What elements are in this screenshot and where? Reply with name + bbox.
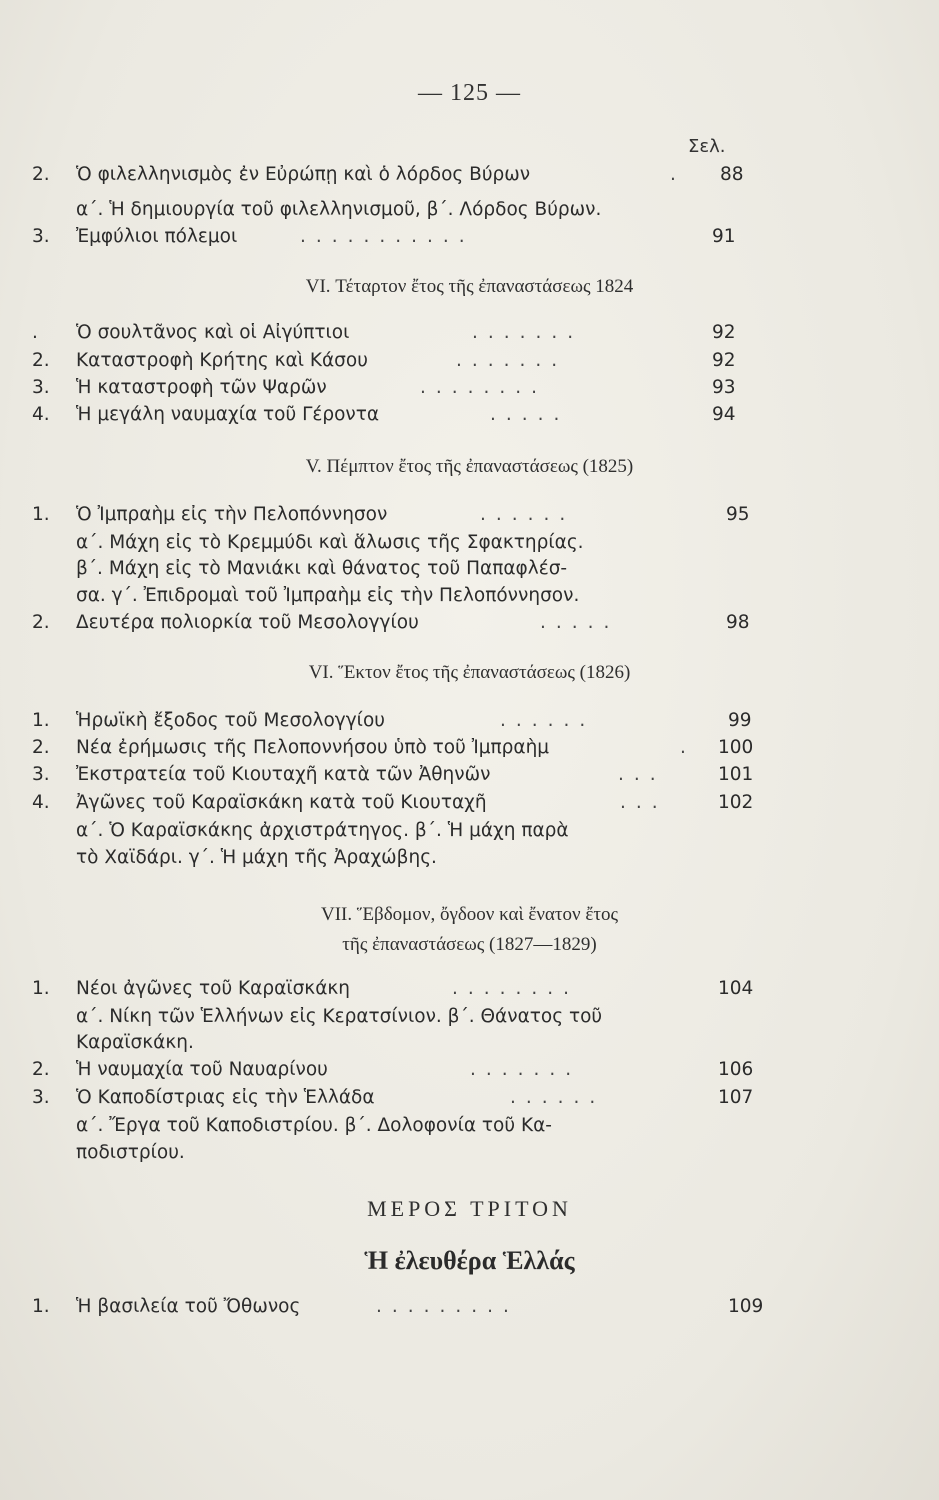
section-heading: VI. Ἕκτον ἔτος τῆς ἐπαναστάσεως (1826) (308, 662, 631, 683)
part-subtitle: Ἡ ἐλευθέρα Ἑλλάς (364, 1246, 575, 1275)
page-number-header: — 125 — (418, 80, 521, 106)
entry-subtitle: α΄. Μάχη εἰς τὸ Κρεμμύδι καὶ ἅλωσις τῆς Σφακτηρίας. (76, 532, 584, 553)
entry-page: 101 (718, 764, 754, 785)
leader-dots: ........... (300, 226, 475, 247)
entry-page: 93 (712, 377, 736, 398)
entry-title: Ἐμφύλιοι πόλεμοι (76, 226, 238, 247)
entry-page: 92 (712, 350, 736, 371)
entry-subtitle: τὸ Χαϊδάρι. γ΄. Ἡ μάχη τῆς Ἀραχώβης. (76, 847, 437, 868)
entry-number: 1. (32, 978, 50, 999)
entry-title: Ὁ φιλελληνισμὸς ἐν Εὐρώπῃ καὶ ὁ λόρδος Βύρων (76, 164, 531, 185)
entry-title: Ὁ σουλτᾶνος καὶ οἱ Αἰγύπτιοι (76, 322, 350, 343)
entry-number: 2. (32, 737, 50, 758)
leader-dots: ....... (472, 322, 584, 343)
entry-number: . (32, 322, 38, 343)
section-heading: VI. Τέταρτον ἔτος τῆς ἐπαναστάσεως 1824 (305, 276, 634, 297)
entry-page: 91 (712, 226, 736, 247)
entry-subtitle: α΄. Νίκη τῶν Ἑλλήνων εἰς Κερατσίνιον. β΄. Θάνατος τοῦ (76, 1006, 603, 1027)
entry-title: Ἡ βασιλεία τοῦ Ὄθωνος (76, 1296, 301, 1317)
entry-page: 92 (712, 322, 736, 343)
entry-title: Ἡρωϊκὴ ἔξοδος τοῦ Μεσολογγίου (76, 710, 385, 731)
entry-number: 1. (32, 710, 50, 731)
page-column-label: Σελ. (688, 136, 726, 157)
entry-number: 1. (32, 504, 50, 525)
section-heading-continued: τῆς ἐπαναστάσεως (1827—1829) (342, 934, 597, 955)
entry-number: 2. (32, 164, 50, 185)
leader-dots: . (680, 737, 696, 758)
leader-dots: ..... (490, 404, 570, 425)
leader-dots: ...... (500, 710, 596, 731)
leader-dots: ....... (470, 1059, 582, 1080)
entry-page: 88 (720, 164, 744, 185)
entry-number: 3. (32, 764, 50, 785)
section-heading: VII. Ἕβδομον, ὄγδοον καὶ ἔνατον ἔτος (320, 904, 618, 925)
leader-dots: ........ (452, 978, 580, 999)
entry-number: 4. (32, 792, 50, 813)
entry-page: 98 (726, 612, 750, 633)
part-title: ΜΕΡΟΣ ΤΡΙΤΟΝ (367, 1196, 572, 1221)
entry-page: 100 (718, 737, 754, 758)
entry-title: Ἡ καταστροφὴ τῶν Ψαρῶν (76, 377, 327, 398)
leader-dots: ...... (480, 504, 576, 525)
entry-page: 107 (718, 1087, 754, 1108)
entry-subtitle: α΄. Ἡ δημιουργία τοῦ φιλελληνισμοῦ, β΄. Λόρδος Βύρων. (76, 199, 602, 220)
leader-dots: ... (618, 764, 666, 785)
entry-subtitle: α΄. Ὁ Καραϊσκάκης ἀρχιστράτηγος. β΄. Ἡ μάχη παρὰ (76, 820, 569, 841)
entry-number: 2. (32, 612, 50, 633)
leader-dots: ..... (540, 612, 620, 633)
leader-dots: ...... (510, 1087, 606, 1108)
entry-subtitle: σα. γ΄. Ἐπιδρομαὶ τοῦ Ἰμπραὴμ εἰς τὴν Πελοπόννησον. (76, 585, 580, 606)
entry-title: Νέοι ἀγῶνες τοῦ Καραϊσκάκη (76, 978, 351, 999)
entry-subtitle: Καραϊσκάκη. (76, 1032, 194, 1053)
leader-dots: ... (620, 792, 668, 813)
entry-title: Ἡ ναυμαχία τοῦ Ναυαρίνου (76, 1059, 328, 1080)
leader-dots: . (670, 164, 686, 185)
entry-title: Δευτέρα πολιορκία τοῦ Μεσολογγίου (76, 612, 419, 633)
leader-dots: ......... (376, 1296, 519, 1317)
entry-subtitle: β΄. Μάχη εἰς τὸ Μανιάκι καὶ θάνατος τοῦ Παπαφλέσ- (76, 558, 568, 579)
entry-title: Ἡ μεγάλη ναυμαχία τοῦ Γέροντα (76, 404, 380, 425)
entry-title: Ἐκστρατεία τοῦ Κιουταχῆ κατὰ τῶν Ἀθηνῶν (76, 764, 491, 785)
entry-number: 1. (32, 1296, 50, 1317)
entry-number: 3. (32, 377, 50, 398)
entry-page: 106 (718, 1059, 754, 1080)
entry-title: Ὁ Ἰμπραὴμ εἰς τὴν Πελοπόννησον (76, 504, 388, 525)
leader-dots: ....... (456, 350, 568, 371)
entry-subtitle: ποδιστρίου. (76, 1142, 185, 1163)
entry-page: 104 (718, 978, 754, 999)
entry-title: Ὁ Καποδίστριας εἰς τὴν Ἑλλάδα (76, 1087, 375, 1108)
section-heading: V. Πέμπτον ἔτος τῆς ἐπαναστάσεως (1825) (305, 456, 634, 477)
entry-number: 2. (32, 350, 50, 371)
entry-number: 3. (32, 1087, 50, 1108)
entry-title: Ἀγῶνες τοῦ Καραϊσκάκη κατὰ τοῦ Κιουταχῆ (76, 792, 487, 813)
entry-subtitle: α΄. Ἔργα τοῦ Καποδιστρίου. β΄. Δολοφονία τοῦ Κα- (76, 1115, 552, 1136)
leader-dots: ........ (420, 377, 548, 398)
entry-page: 109 (728, 1296, 764, 1317)
entry-page: 94 (712, 404, 736, 425)
entry-number: 3. (32, 226, 50, 247)
entry-page: 102 (718, 792, 754, 813)
entry-page: 99 (728, 710, 752, 731)
entry-page: 95 (726, 504, 750, 525)
entry-title: Καταστροφὴ Κρήτης καὶ Κάσου (76, 350, 368, 371)
entry-title: Νέα ἐρήμωσις τῆς Πελοποννήσου ὑπὸ τοῦ Ἰμπραὴμ (76, 737, 550, 758)
entry-number: 2. (32, 1059, 50, 1080)
entry-number: 4. (32, 404, 50, 425)
